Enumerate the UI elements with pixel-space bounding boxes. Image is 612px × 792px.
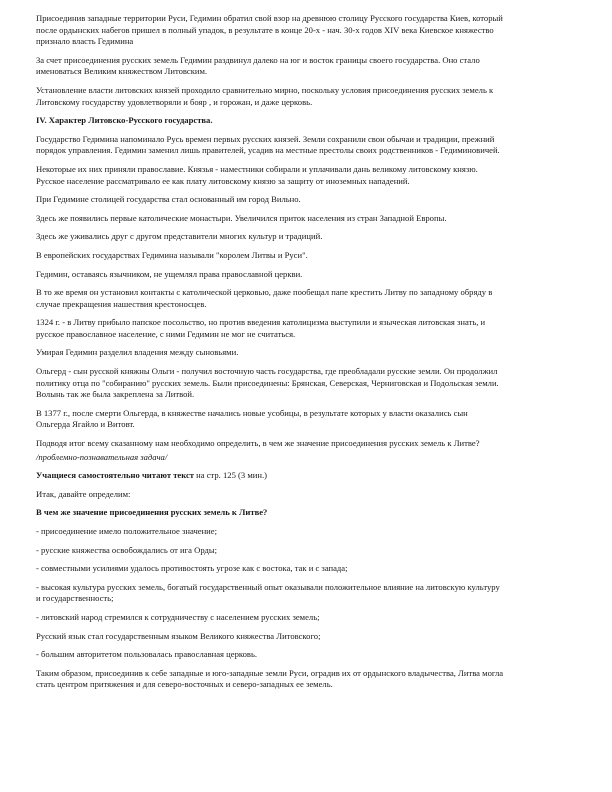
paragraph xyxy=(36,164,588,187)
paragraph xyxy=(36,408,588,431)
text-line: В европейских государствах Гедимина называли "королем Литвы и Руси". xyxy=(36,249,308,260)
text-line: Русское население рассматривало ее как плату литовскому князю за защиту от иноземных нападений. xyxy=(36,175,410,186)
list-item xyxy=(36,582,588,605)
list-item xyxy=(36,526,588,538)
text-line: Таким образом, присоединив к себе западные и юго-западные земли Руси, оградив их от ордынского владычества, Литва могла xyxy=(36,667,504,678)
paragraph xyxy=(36,13,588,48)
text-line: случае прекращения нашествия крестоносцев. xyxy=(36,298,207,309)
task-label xyxy=(36,452,588,464)
text-line: Государство Гедимина напоминало Русь времен первых русских князей. Земли сохранили свои обычаи и традиции, прежний xyxy=(36,133,495,144)
text-line: Русский язык стал государственным языком Великого княжества Литовского; xyxy=(36,630,321,641)
text-line: стать центром притяжения и для северо-восточных и северо-западных ее земель. xyxy=(36,679,333,690)
paragraph xyxy=(36,470,588,482)
heading-text: В чем же значение присоединения русских земель к Литве? xyxy=(36,507,268,518)
paragraph xyxy=(36,250,588,262)
list-item xyxy=(36,649,588,661)
text-line: В то же время он установил контакты с католической церковью, даже пообещал папе крестить Литву по западному обряду в xyxy=(36,287,493,298)
document-page xyxy=(36,13,588,698)
text-line: Ольгерд - сын русской княжны Ольги - получил восточную часть государства, где преобладали русские земли. Он продолжил xyxy=(36,366,498,377)
paragraph xyxy=(36,134,588,157)
text-line: политику отца по "собиранию" русских земель. Были присоединены: Брянская, Северская, Черниговская и Подольская земли. xyxy=(36,377,499,388)
text-line: русское православное население, с ними Гедимин не мог не считаться. xyxy=(36,328,296,339)
text-line: и государственность; xyxy=(36,593,114,604)
paragraph xyxy=(36,231,588,243)
text-line: Некоторые их них приняли православие. Князья - наместники собирали и уплачивали дань великому литовскому князю. xyxy=(36,163,478,174)
text-line: /проблемно-познавательная задача/ xyxy=(36,451,168,462)
text-line: - совместными усилиями удалось противостоять угрозе как с востока, так и с запада; xyxy=(36,563,348,574)
paragraph xyxy=(36,269,588,281)
text-line: Ольгерда Ягайло и Витовт. xyxy=(36,419,135,430)
text-line: Гедимин, оставаясь язычником, не ущемлял права православной церкви. xyxy=(36,268,303,279)
text-line: Волынь так же была закреплена за Литвой. xyxy=(36,389,195,400)
text-line: Здесь же уживались друг с другом представители многих культур и традиций. xyxy=(36,231,323,242)
text-line: признало власть Гедимина xyxy=(36,36,134,47)
text-line: 1324 г. - в Литву прибыло папское посольство, но против введения католицизма выступили и языческая литовская знать, и xyxy=(36,317,486,328)
paragraph xyxy=(36,194,588,206)
paragraph xyxy=(36,347,588,359)
paragraph xyxy=(36,85,588,108)
text-line: При Гедимине столицей государства стал основанный им город Вильно. xyxy=(36,194,301,205)
question-heading xyxy=(36,507,588,519)
text-line: В 1377 г., после смерти Ольгерда, в княжестве начались новые усобицы, в результате которых у власти оказались сын xyxy=(36,407,468,418)
text-line: Литовскому государству удовлетворяли и бояр , и горожан, и даже церковь. xyxy=(36,96,313,107)
heading-text: IV. Характер Литовско-Русского государства. xyxy=(36,115,213,126)
section-heading xyxy=(36,115,588,127)
text-line: - высокая культура русских земель, богатый государственный опыт оказывали положительное влияние на литовскую культуру xyxy=(36,581,500,592)
text-line: Установление власти литовских князей проходило сравнительно мирно, поскольку условия присоединения русских земель к xyxy=(36,84,494,95)
text-line: порядок управления. Гедимин заменил лишь правителей, усадив на местные престолы своих родственников - Гедиминовичей. xyxy=(36,145,500,156)
bold-phrase: Учащиеся самостоятельно читают текст xyxy=(36,470,194,481)
text-line: Умирая Гедимин разделил владения между сыновьями. xyxy=(36,347,239,358)
text-line: Подводя итог всему сказанному нам необходимо определить, в чем же значение присоединения русских земель к Литве? xyxy=(36,438,480,449)
paragraph xyxy=(36,631,588,643)
text-line: Присоединив западные территории Руси, Гедимин обратил свой взор на древнюю столицу Русского государства Киев, который xyxy=(36,13,503,23)
text-line: - присоединение имело положительное значение; xyxy=(36,526,217,536)
list-item xyxy=(36,612,588,624)
text-line xyxy=(36,470,588,482)
paragraph xyxy=(36,668,588,691)
paragraph xyxy=(36,287,588,310)
text-run: на стр. 125 (3 мин.) xyxy=(194,470,267,481)
text-line: Итак, давайте определим: xyxy=(36,488,131,499)
paragraph xyxy=(36,366,588,401)
list-item xyxy=(36,545,588,557)
text-line: За счет присоединения русских земель Гедимин раздвинул далеко на юг и восток границы своего государства. Оно стало xyxy=(36,54,480,65)
paragraph xyxy=(36,55,588,78)
text-line: после ордынских набегов пришел в полный упадок, в результате в конце 20-х - нач. 30-х годов XIV века Киевское княжество xyxy=(36,24,494,35)
paragraph xyxy=(36,489,588,501)
text-line: - большим авторитетом пользовалась православная церковь. xyxy=(36,649,258,660)
text-line: именоваться Великим княжеством Литовским. xyxy=(36,66,208,77)
text-line: - литовский народ стремился к сотрудничеству с населением русских земель; xyxy=(36,611,320,622)
text-line: Здесь же появились первые католические монастыри. Увеличился приток населения из стран Западной Европы. xyxy=(36,212,447,223)
list-item xyxy=(36,563,588,575)
paragraph xyxy=(36,317,588,340)
paragraph xyxy=(36,213,588,225)
paragraph xyxy=(36,438,588,450)
text-line: - русские княжества освобождались от ига Орды; xyxy=(36,544,218,555)
